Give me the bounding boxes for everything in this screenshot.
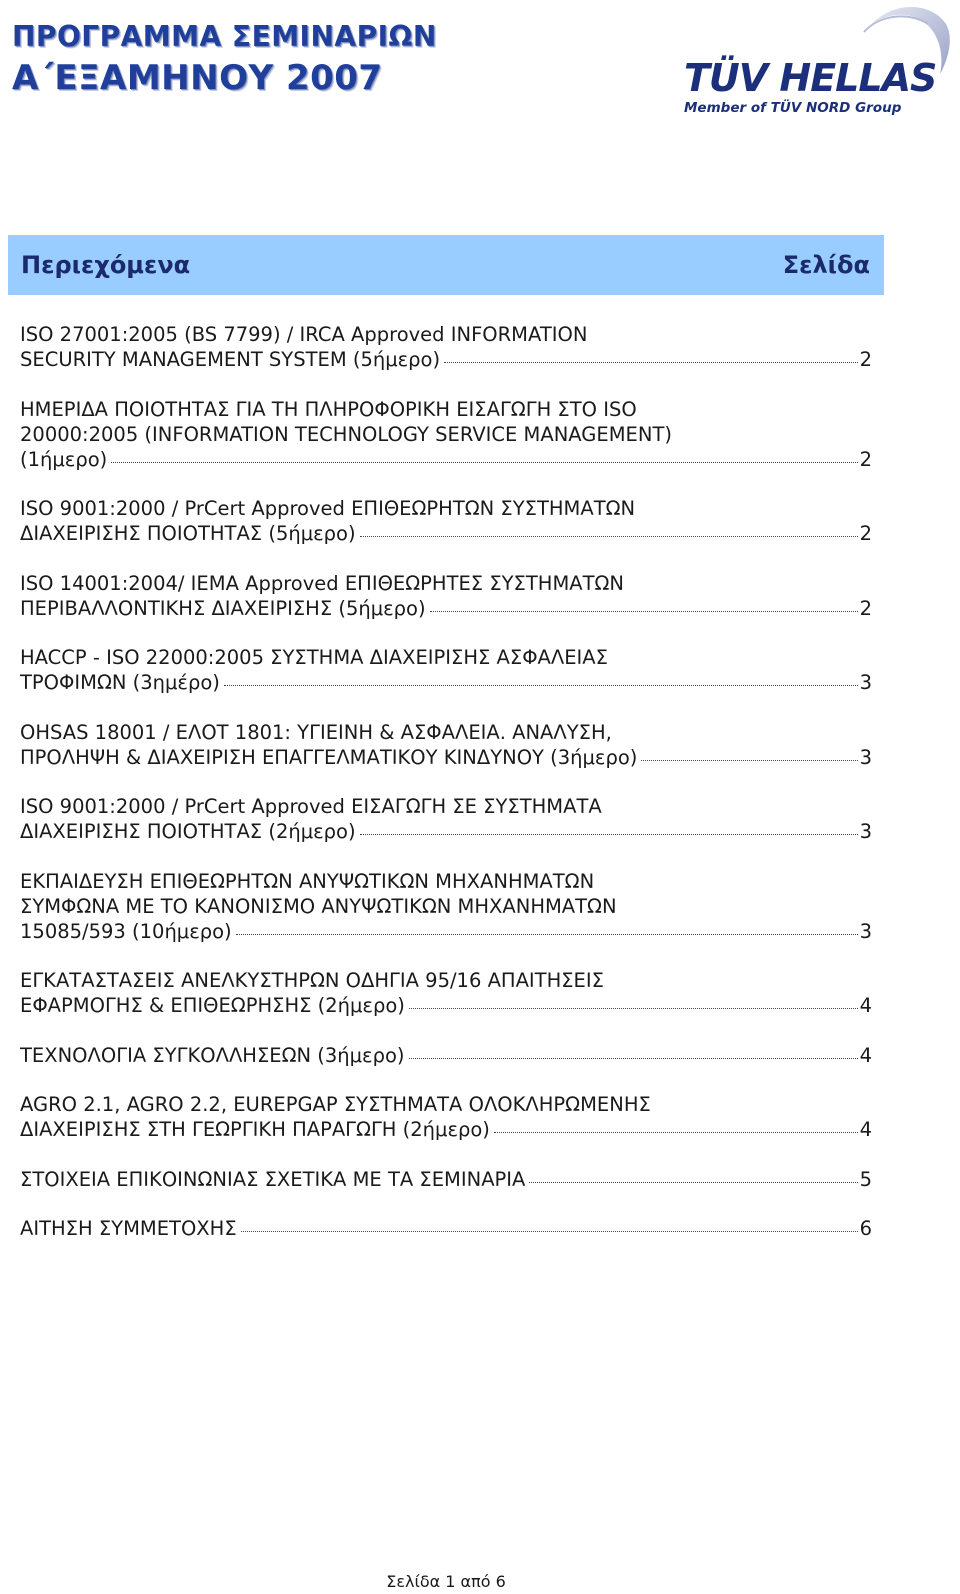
toc-page-number: 2 — [859, 596, 872, 620]
toc-entry-text-line: ΕΚΠΑΙΔΕΥΣΗ ΕΠΙΘΕΩΡΗΤΩΝ ΑΝΥΨΩΤΙΚΩΝ ΜΗΧΑΝΗΜΑΤΩΝ — [20, 869, 595, 893]
title-line-1: ΠΡΟΓΡΑΜΜΑ ΣΕΜΙΝΑΡΙΩΝ — [12, 20, 437, 53]
toc-entry-last-line — [20, 819, 872, 844]
dot-leader — [430, 611, 858, 612]
toc-entry-title-end: ΕΦΑΡΜΟΓΗΣ & ΕΠΙΘΕΩΡΗΣΗΣ (2ήμερο) — [20, 994, 405, 1017]
dot-leader — [409, 1058, 858, 1059]
toc-entry-title-end: (1ήμερο) — [20, 447, 108, 471]
toc-entry-text-line: ISO 27001:2005 (BS 7799) / IRCA Approved INFORMATION — [20, 323, 588, 346]
dot-leader — [529, 1182, 857, 1183]
toc-page-number: 4 — [859, 1043, 872, 1067]
toc-entry-last-line — [20, 670, 872, 695]
toc-entry-title-end: ΤΡΟΦΙΜΩΝ (3ημέρο) — [20, 671, 220, 694]
toc-entry-last-line — [20, 347, 872, 372]
toc-entry-title-end: ΑΙΤΗΣΗ ΣΥΜΜΕΤΟΧΗΣ — [20, 1217, 237, 1240]
toc-entry-title-end: ΔΙΑΧΕΙΡΙΣΗΣ ΠΟΙΟΤΗΤΑΣ (2ήμερο) — [20, 820, 356, 843]
dot-leader — [111, 462, 857, 463]
toc-entry-text-line: ISO 9001:2000 / PrCert Approved ΕΙΣΑΓΩΓΗ ΣΕ ΣΥΣΤΗΜΑΤΑ — [20, 795, 602, 818]
dot-leader — [360, 536, 858, 537]
dot-leader — [241, 1231, 858, 1232]
toc-entry-last-line — [20, 596, 872, 621]
page-number-label: Σελίδα 1 από 6 — [386, 1572, 506, 1591]
toc-page-number: 3 — [859, 820, 872, 843]
toc-header-bar — [8, 235, 884, 295]
toc-entry[interactable] — [20, 1043, 872, 1068]
toc-entry-title-end: SECURITY MANAGEMENT SYSTEM (5ήμερο) — [20, 348, 441, 371]
toc-page-number: 5 — [859, 1167, 872, 1191]
toc-entry-title-end: ΠΡΟΛΗΨΗ & ΔΙΑΧΕΙΡΙΣΗ ΕΠΑΓΓΕΛΜΑΤΙΚΟΥ ΚΙΝΔΥΝΟΥ (3ήμερο) — [20, 745, 638, 769]
toc-entry-title-end: ΤΕΧΝΟΛΟΓΙΑ ΣΥΓΚΟΛΛΗΣΕΩΝ (3ήμερο) — [20, 1043, 405, 1067]
toc-entry-last-line — [20, 1043, 872, 1068]
page-footer — [0, 1572, 960, 1591]
toc-entry-text-line: AGRO 2.1, AGRO 2.2, EUREPGAP ΣΥΣΤΗΜΑΤΑ ΟΛΟΚΛΗΡΩΜΕΝΗΣ — [20, 1093, 651, 1116]
logo-wordmark: TÜV HELLAS — [684, 56, 937, 100]
toc-entry-title-end: 15085/593 (10ήμερο) — [20, 919, 232, 943]
toc-entry-last-line — [20, 521, 872, 546]
toc-page-number: 6 — [859, 1217, 872, 1240]
toc-entry-text-line: HACCP - ISO 22000:2005 ΣΥΣΤΗΜΑ ΔΙΑΧΕΙΡΙΣΗΣ ΑΣΦΑΛΕΙΑΣ — [20, 646, 608, 669]
toc-entry[interactable] — [20, 794, 872, 844]
toc-entry-last-line — [20, 919, 872, 944]
toc-entry[interactable] — [20, 571, 872, 621]
toc-entry-title-end: ΠΕΡΙΒΑΛΛΟΝΤΙΚΗΣ ΔΙΑΧΕΙΡΙΣΗΣ (5ήμερο) — [20, 596, 426, 620]
document-title — [12, 20, 437, 100]
dot-leader — [360, 834, 858, 835]
toc-page-number: 2 — [859, 522, 872, 545]
toc-entry-last-line — [20, 447, 872, 472]
toc-entry[interactable] — [20, 1167, 872, 1192]
dot-leader — [641, 760, 857, 761]
table-of-contents — [20, 322, 872, 1266]
toc-page-number: 3 — [859, 671, 872, 694]
toc-entry-title-end: ΣΤΟΙΧΕΙΑ ΕΠΙΚΟΙΝΩΝΙΑΣ ΣΧΕΤΙΚΑ ΜΕ ΤΑ ΣΕΜΙΝΑΡΙΑ — [20, 1167, 526, 1191]
toc-entry-text-line: ΗΜΕΡΙΔΑ ΠΟΙΟΤΗΤΑΣ ΓΙΑ ΤΗ ΠΛΗΡΟΦΟΡΙΚΗ ΕΙΣΑΓΩΓΗ ΣΤΟ ISO — [20, 397, 637, 421]
toc-header-page: Σελίδα — [782, 251, 870, 279]
toc-entry[interactable] — [20, 720, 872, 770]
tuv-hellas-logo — [684, 0, 956, 128]
toc-entry[interactable] — [20, 1216, 872, 1241]
toc-entry[interactable] — [20, 322, 872, 372]
title-line-2: Α΄ΕΞΑΜΗΝΟΥ 2007 — [12, 58, 383, 98]
dot-leader — [494, 1132, 858, 1133]
toc-page-number: 4 — [859, 1118, 872, 1141]
toc-entry[interactable] — [20, 496, 872, 546]
toc-entry-text-line: ΣΥΜΦΩΝΑ ΜΕ ΤΟ ΚΑΝΟΝΙΣΜΟ ΑΝΥΨΩΤΙΚΩΝ ΜΗΧΑΝΗΜΑΤΩΝ — [20, 894, 617, 918]
toc-entry-title-end: ΔΙΑΧΕΙΡΙΣΗΣ ΣΤΗ ΓΕΩΡΓΙΚΗ ΠΑΡΑΓΩΓΗ (2ήμερο) — [20, 1118, 490, 1141]
toc-entry-text-line: ΕΓΚΑΤΑΣΤΑΣΕΙΣ ΑΝΕΛΚΥΣΤΗΡΩΝ ΟΔΗΓΙΑ 95/16 ΑΠΑΙΤΗΣΕΙΣ — [20, 969, 604, 992]
toc-entry-last-line — [20, 1117, 872, 1142]
toc-entry[interactable] — [20, 869, 872, 944]
toc-page-number: 3 — [859, 919, 872, 943]
toc-entry-text-line: OHSAS 18001 / ΕΛΟΤ 1801: ΥΓΙΕΙΝΗ & ΑΣΦΑΛΕΙΑ. ΑΝΑΛΥΣΗ, — [20, 720, 612, 744]
toc-entry-text-line: ISO 9001:2000 / PrCert Approved ΕΠΙΘΕΩΡΗΤΩΝ ΣΥΣΤΗΜΑΤΩΝ — [20, 497, 636, 520]
toc-entry-text-line: ISO 14001:2004/ IEMA Approved ΕΠΙΘΕΩΡΗΤΕΣ ΣΥΣΤΗΜΑΤΩΝ — [20, 571, 625, 595]
dot-leader — [444, 362, 857, 363]
toc-header-contents: Περιεχόμενα — [21, 251, 191, 279]
toc-entry[interactable] — [20, 1092, 872, 1142]
toc-entry-last-line — [20, 1216, 872, 1241]
dot-leader — [236, 934, 858, 935]
dot-leader — [224, 685, 858, 686]
toc-entry-title-end: ΔΙΑΧΕΙΡΙΣΗΣ ΠΟΙΟΤΗΤΑΣ (5ήμερο) — [20, 522, 356, 545]
toc-entry[interactable] — [20, 645, 872, 695]
toc-entry[interactable] — [20, 968, 872, 1018]
toc-page-number: 2 — [859, 348, 872, 371]
logo-subtext: Member of TÜV NORD Group — [684, 100, 902, 116]
toc-entry-last-line — [20, 1167, 872, 1192]
dot-leader — [409, 1008, 858, 1009]
toc-page-number: 3 — [859, 745, 872, 769]
toc-entry-last-line — [20, 993, 872, 1018]
toc-entry[interactable] — [20, 397, 872, 472]
toc-page-number: 2 — [859, 447, 872, 471]
toc-entry-last-line — [20, 745, 872, 770]
toc-page-number: 4 — [859, 994, 872, 1017]
toc-entry-text-line: 20000:2005 (INFORMATION TECHNOLOGY SERVICE MANAGEMENT) — [20, 422, 672, 446]
